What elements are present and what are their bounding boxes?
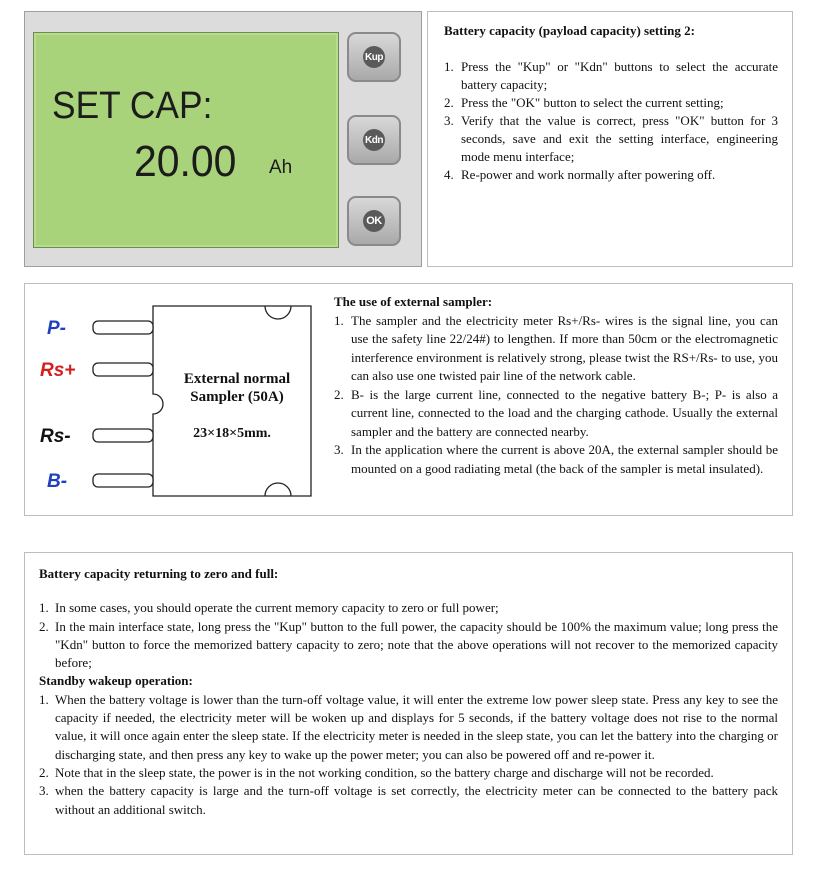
lcd-capacity-value: 20.00 — [134, 137, 237, 186]
item-text: Press the "OK" button to select the current setting; — [461, 95, 724, 110]
item-number: 2. — [39, 618, 49, 634]
sampler-wiring-diagram — [25, 284, 335, 515]
list-item — [334, 386, 778, 442]
item-text: In the application where the current is above 20A, the external sampler should be mounted on a good radiating metal (the back of the sampler is metal insulated). — [351, 442, 778, 476]
terminal-rs-minus — [93, 429, 153, 442]
setting-title: Battery capacity (payload capacity) setting 2: — [444, 23, 695, 38]
list-item — [444, 166, 778, 184]
item-text: Re-power and work normally after powering off. — [461, 167, 716, 182]
zero-full-title: Battery capacity returning to zero and full: — [39, 566, 279, 581]
item-text: In some cases, you should operate the current memory capacity to zero or full power; — [55, 600, 499, 616]
item-text: when the battery capacity is large and the turn-off voltage is set correctly, the electricity meter can be connected to the battery pack without an additional switch. — [55, 783, 778, 817]
sampler-list — [334, 312, 778, 479]
list-item — [39, 618, 778, 673]
list-item — [39, 691, 778, 764]
sampler-title: The use of external sampler: — [334, 294, 493, 309]
kdn-button-label: Kdn — [363, 129, 385, 151]
list-item — [444, 94, 778, 112]
meter-display-photo — [24, 11, 422, 267]
item-text: The sampler and the electricity meter Rs+/Rs- wires is the signal line, you can use the safety line 22/24#) to lengthen. If more than 50cm or the electromagnetic interference environment is relatively strong, please twist the RS+/Rs- to use, you can also use one twisted pair line of the network cable. — [351, 312, 778, 383]
item-number: 3. — [444, 113, 454, 128]
sampler-label-line1: External normal — [183, 371, 291, 387]
pin-label-rs-minus: Rs- — [40, 426, 71, 447]
item-number: 2. — [39, 764, 49, 780]
sampler-dimensions: 23×18×5mm. — [193, 426, 271, 441]
setting-instructions — [427, 11, 793, 267]
ok-button — [347, 196, 401, 246]
list-item — [334, 312, 778, 386]
terminal-p — [93, 321, 153, 334]
list-item — [39, 764, 778, 782]
item-number: 2. — [444, 95, 454, 110]
lcd-label: SET CAP: — [52, 85, 213, 127]
pin-label-b: B- — [47, 471, 68, 492]
terminal-b — [93, 474, 153, 487]
zero-full-list — [39, 599, 778, 672]
list-item — [39, 782, 778, 819]
standby-title: Standby wakeup operation: — [39, 673, 193, 689]
list-item — [39, 599, 778, 617]
item-text: B- is the large current line, connected to the negative battery B-; P- is also a current line, connected to the load and the charging cathode. Usually the external sampler and the battery are connected nearby. — [351, 386, 778, 439]
item-number: 2. — [334, 386, 344, 402]
ok-button-label: OK — [363, 210, 385, 232]
lcd-screen — [33, 32, 339, 248]
lcd-unit: Ah — [269, 157, 293, 178]
item-number: 1. — [444, 59, 454, 74]
item-number: 1. — [39, 600, 49, 616]
kup-button — [347, 32, 401, 82]
item-number: 1. — [39, 691, 49, 707]
list-item — [334, 441, 778, 478]
terminal-rs-plus — [93, 363, 153, 376]
item-text: Press the "Kup" or "Kdn" buttons to select the accurate battery capacity; — [461, 59, 778, 92]
pin-label-rs-plus: Rs+ — [40, 360, 76, 381]
item-number: 1. — [334, 312, 344, 328]
setting-list — [444, 58, 778, 184]
item-text: Verify that the value is correct, press "OK" button for 3 seconds, save and exit the setting interface, engineering mode menu interface; — [461, 113, 778, 164]
sampler-label-line2: Sampler (50A) — [190, 389, 284, 405]
kup-button-label: Kup — [363, 46, 385, 68]
list-item — [444, 58, 778, 94]
sampler-instructions — [334, 293, 778, 478]
standby-list — [39, 691, 778, 819]
item-text: Note that in the sleep state, the power is in the not working condition, so the battery charge and discharge will not be recorded. — [55, 764, 714, 780]
item-text: In the main interface state, long press the "Kup" button to the full power, the capacity should be 100% the maximum value; long press the "Kdn" button to force the memorized battery capacity to zero; note that the above operations will not recover to the memorized capacity before; — [55, 618, 778, 671]
zero-full-and-standby-section — [24, 552, 793, 855]
pin-label-p: P- — [47, 318, 66, 339]
item-number: 3. — [39, 783, 49, 799]
sampler-section — [24, 283, 793, 516]
item-number: 3. — [334, 442, 344, 457]
item-text: When the battery voltage is lower than the turn-off voltage value, it will enter the extreme low power sleep state. Press any key to see the capacity if needed, the electricity meter will be woken up and displays for 5 seconds, if the battery voltage does not rise to the normal value, it will once again enter the sleep state. If the electricity meter is needed in the sleep state, you can let the battery into the charging or discharging state, and then press any key to wake up the power meter; you can also be powered off and re-power it. — [55, 691, 778, 762]
item-number: 4. — [444, 167, 454, 182]
list-item — [444, 112, 778, 166]
kdn-button — [347, 115, 401, 165]
